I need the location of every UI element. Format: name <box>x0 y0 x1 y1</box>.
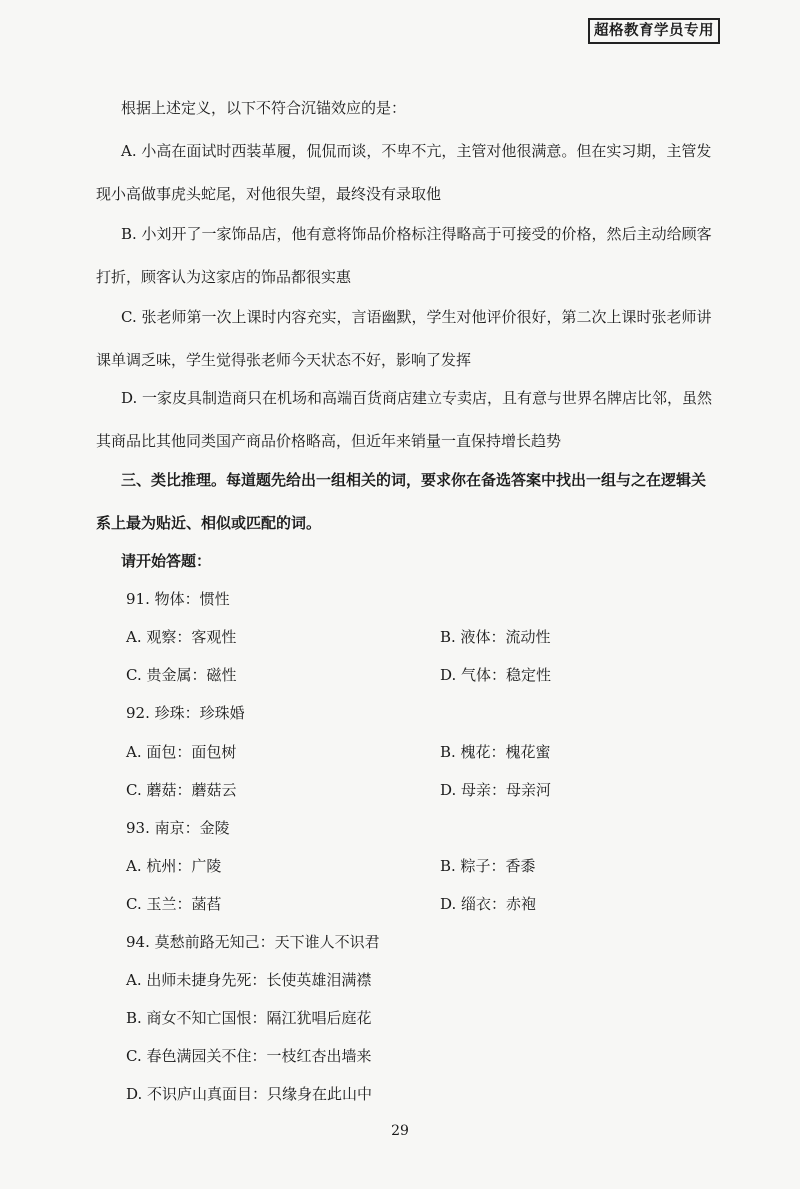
option-c-line1: C. 张老师第一次上课时内容充实，言语幽默，学生对他评价很好，第二次上课时张老师讲 <box>121 308 712 326</box>
question-91-option-c: C. 贵金属：磁性 <box>126 666 237 684</box>
question-94-option-b: B. 商女不知亡国恨：隔江犹唱后庭花 <box>126 1009 372 1027</box>
question-94-option-a: A. 出师未捷身先死：长使英雄泪满襟 <box>126 971 372 989</box>
question-92-stem: 92. 珍珠：珍珠婚 <box>126 704 245 722</box>
option-d-line2: 其商品比其他同类国产商品价格略高，但近年来销量一直保持增长趋势 <box>96 432 562 450</box>
question-prompt: 根据上述定义，以下不符合沉锚效应的是： <box>121 99 407 117</box>
option-d-line1: D. 一家皮具制造商只在机场和高端百货商店建立专卖店，且有意与世界名牌店比邻，虽然 <box>121 389 713 407</box>
question-92-option-c: C. 蘑菇：蘑菇云 <box>126 781 237 799</box>
question-93-option-b: B. 粽子：香黍 <box>440 857 536 875</box>
section-heading-line1: 三、类比推理。每道题先给出一组相关的词，要求你在备选答案中找出一组与之在逻辑关 <box>121 471 707 489</box>
question-91-option-b: B. 液体：流动性 <box>440 628 551 646</box>
question-94-option-d: D. 不识庐山真面目：只缘身在此山中 <box>126 1085 373 1103</box>
section-heading-line2: 系上最为贴近、相似或匹配的词。 <box>96 514 322 532</box>
stamp-box: 超格教育学员专用 <box>588 18 720 44</box>
option-c-line2: 课单调乏味，学生觉得张老师今天状态不好，影响了发挥 <box>96 351 472 369</box>
option-a-line2: 现小高做事虎头蛇尾，对他很失望，最终没有录取他 <box>96 185 442 203</box>
question-91-option-a: A. 观察：客观性 <box>126 628 237 646</box>
question-94-option-c: C. 春色满园关不住：一枝红杏出墙来 <box>126 1047 372 1065</box>
question-93-option-c: C. 玉兰：菡萏 <box>126 895 222 913</box>
page-number: 29 <box>391 1123 409 1139</box>
question-93-stem: 93. 南京：金陵 <box>126 819 230 837</box>
question-94-stem: 94. 莫愁前路无知己：天下谁人不识君 <box>126 933 380 951</box>
option-a-line1: A. 小高在面试时西装革履，侃侃而谈，不卑不亢，主管对他很满意。但在实习期，主管发 <box>121 142 712 160</box>
start-prompt: 请开始答题： <box>121 552 212 570</box>
question-92-option-b: B. 槐花：槐花蜜 <box>440 743 551 761</box>
option-b-line1: B. 小刘开了一家饰品店，他有意将饰品价格标注得略高于可接受的价格，然后主动给顾客 <box>121 225 712 243</box>
option-b-line2: 打折，顾客认为这家店的饰品都很实惠 <box>96 268 352 286</box>
question-91-option-d: D. 气体：稳定性 <box>440 666 552 684</box>
question-91-stem: 91. 物体：惯性 <box>126 590 230 608</box>
question-93-option-d: D. 缁衣：赤袍 <box>440 895 537 913</box>
question-92-option-a: A. 面包：面包树 <box>126 743 237 761</box>
question-93-option-a: A. 杭州：广陵 <box>126 857 222 875</box>
question-92-option-d: D. 母亲：母亲河 <box>440 781 552 799</box>
